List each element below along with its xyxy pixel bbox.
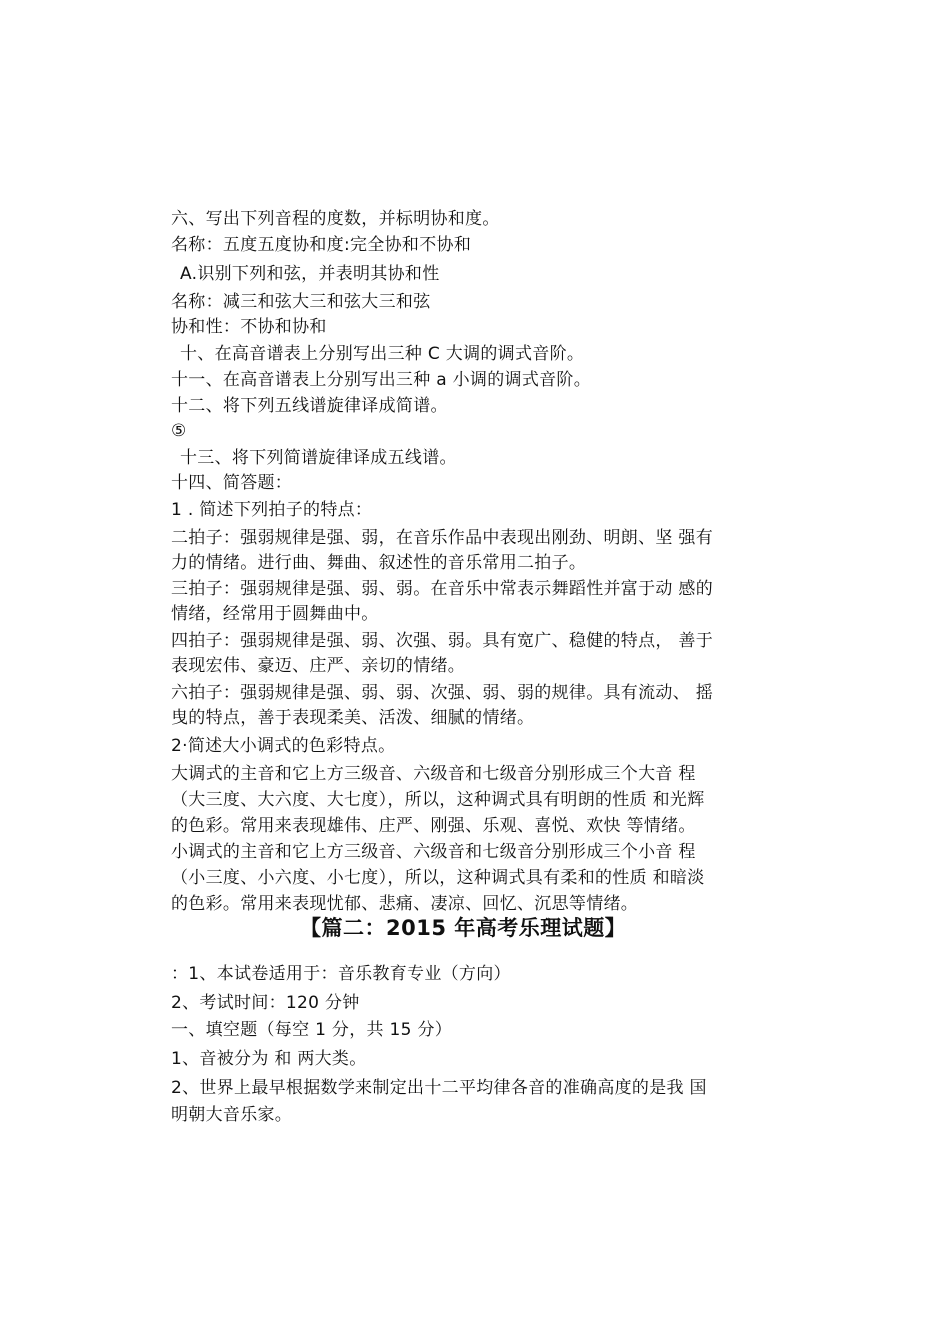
text-line: （大三度、大六度、大七度），所以，这种调式具有明朗的性质 和光辉: [171, 790, 705, 810]
text-line: 名称：减三和弦大三和弦大三和弦: [171, 292, 431, 312]
text-line: 十二、将下列五线谱旋律译成简谱。: [171, 396, 448, 416]
text-line: 四拍子：强弱规律是强、弱、次强、弱。具有宽广、稳健的特点， 善于: [171, 631, 714, 651]
text-line: 情绪，经常用于圆舞曲中。: [171, 604, 379, 624]
text-line: 2、考试时间：120 分钟: [171, 993, 360, 1013]
text-line: 1 . 简述下列拍子的特点：: [171, 500, 373, 520]
text-line: 明朝大音乐家。: [171, 1105, 293, 1125]
text-line: 曳的特点，善于表现柔美、活泼、细腻的情绪。: [171, 708, 535, 728]
text-line: 二拍子：强弱规律是强、弱，在音乐作品中表现出刚劲、明朗、坚 强有: [171, 528, 714, 548]
text-line: 2·简述大小调式的色彩特点。: [171, 736, 396, 756]
text-line: 名称：五度五度协和度:完全协和不协和: [171, 235, 472, 255]
text-line: 的色彩。常用来表现雄伟、庄严、刚强、乐观、喜悦、欢快 等情绪。: [171, 816, 696, 836]
section-heading: 【篇二：2015 年高考乐理试题】: [300, 916, 627, 940]
text-line: 2、世界上最早根据数学来制定出十二平均律各音的准确高度的是我 国: [171, 1078, 707, 1098]
text-line: 十三、将下列简谱旋律译成五线谱。: [180, 448, 457, 468]
text-line: 六拍子：强弱规律是强、弱、弱、次强、弱、弱的规律。具有流动、 摇: [171, 683, 714, 703]
text-line: ：1、本试卷适用于：音乐教育专业（方向）: [171, 964, 511, 984]
text-line: 十、在高音谱表上分别写出三种 C 大调的调式音阶。: [180, 344, 585, 364]
text-line: ⑤: [171, 421, 187, 441]
text-line: 的色彩。常用来表现忧郁、悲痛、凄凉、回忆、沉思等情绪。: [171, 894, 639, 914]
text-line: 三拍子：强弱规律是强、弱、弱。在音乐中常表示舞蹈性并富于动 感的: [171, 579, 714, 599]
text-line: 六、写出下列音程的度数，并标明协和度。: [171, 209, 500, 229]
text-line: 十四、简答题：: [171, 473, 293, 493]
text-line: 大调式的主音和它上方三级音、六级音和七级音分别形成三个大音 程: [171, 764, 696, 784]
text-line: 协和性：不协和协和: [171, 317, 327, 337]
text-line: （小三度、小六度、小七度），所以，这种调式具有柔和的性质 和暗淡: [171, 868, 705, 888]
text-line: A.识别下列和弦，并表明其协和性: [180, 264, 440, 284]
text-line: 力的情绪。进行曲、舞曲、叙述性的音乐常用二拍子。: [171, 553, 587, 573]
text-line: 1、音被分为 和 两大类。: [171, 1049, 367, 1069]
text-line: 一、填空题（每空 1 分，共 15 分）: [171, 1020, 453, 1040]
text-line: 小调式的主音和它上方三级音、六级音和七级音分别形成三个小音 程: [171, 842, 696, 862]
text-line: 十一、在高音谱表上分别写出三种 a 小调的调式音阶。: [171, 370, 592, 390]
text-line: 表现宏伟、豪迈、庄严、亲切的情绪。: [171, 656, 466, 676]
